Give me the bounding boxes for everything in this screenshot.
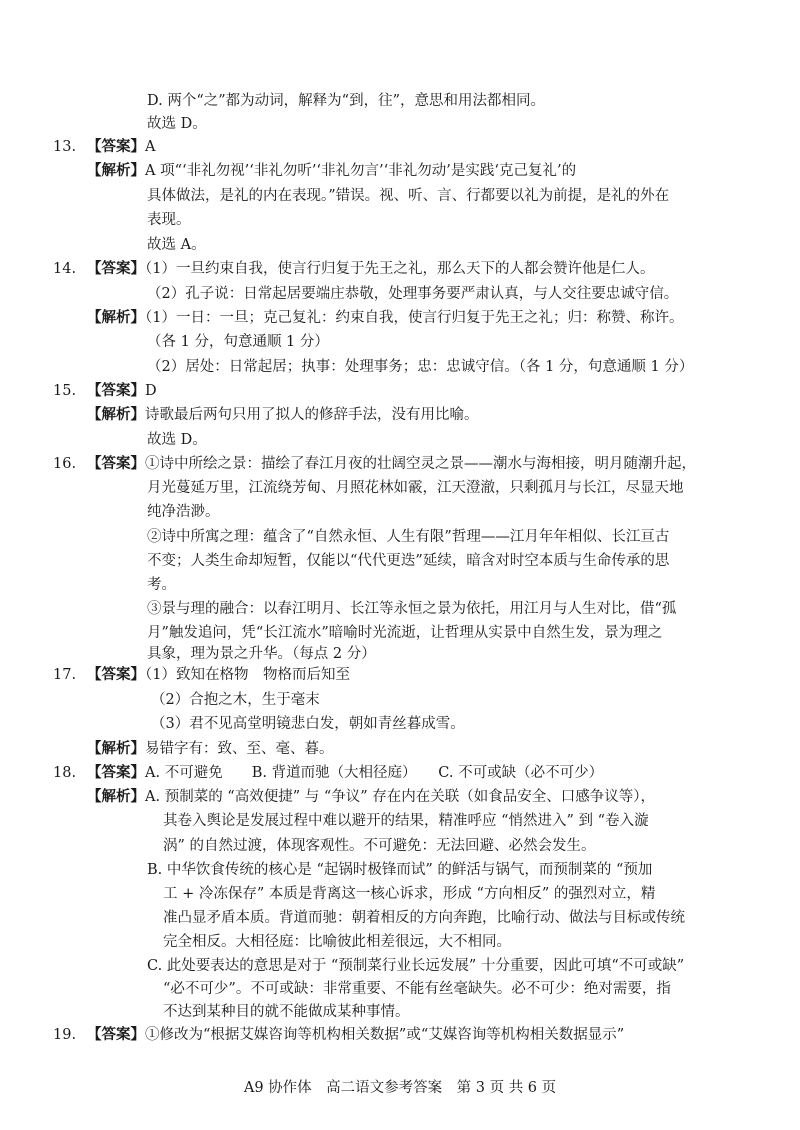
text-line: “必不可少”。不可或缺：非常重要、不能有丝毫缺失。必不可少：绝对需要，指 (163, 981, 671, 997)
answer-line: 【答案】（1）致知在格物 物格而后知至 (87, 666, 350, 683)
analysis-line: 【解析】易错字有：致、至、毫、暮。 (87, 740, 334, 757)
answer-line: 【答案】①修改为“根据艾媒咨询等机构相关数据”或“艾媒咨询等机构相关数据显示” (87, 1026, 625, 1043)
label-tag: 【答案】 (87, 260, 145, 277)
label-tag: 【解析】 (87, 788, 145, 805)
text-line: （2）孔子说：日常起居要端庄恭敬，处理事务要严肃认真，与人交往要忠诚守信。 (147, 286, 679, 302)
text-line: D. 两个“之”都为动词，解释为“到，往”，意思和用法都相同。 (147, 93, 545, 109)
label-tag: 【解析】 (87, 309, 145, 326)
answer-line: 【答案】A. 不可避免 B. 背道而驰（大相径庭） C. 不可或缺（必不可少） (87, 764, 604, 781)
question-number-16: 16. (53, 456, 77, 472)
text-line: 故选 A。 (147, 237, 206, 253)
analysis-line: 【解析】诗歌最后两句只用了拟人的修辞手法，没有用比喻。 (87, 406, 479, 423)
text-line: 月”触发追问，凭“长江流水”暗喻时光流逝，让哲理从实景中自然生发，景为理之 (147, 625, 663, 641)
text-line: （2）合抱之木，生于毫末 (151, 692, 320, 708)
label-tag: 【答案】 (87, 382, 145, 399)
question-number-17: 17. (53, 667, 77, 683)
label-tag: 【答案】 (87, 764, 145, 781)
text-line: 不达到某种目的就不能做成某种事情。 (163, 1004, 410, 1020)
text-line: （3）君不见高堂明镜悲白发，朝如青丝暮成雪。 (151, 716, 465, 732)
text-line: B. 中华饮食传统的核心是 “起锅时极锋而试” 的鲜活与锅气，而预制菜的 “预加 (147, 862, 653, 878)
question-number-19: 19. (53, 1027, 77, 1043)
text-line: ③景与理的融合：以春江明月、长江等永恒之景为依托，用江月与人生对比，借“孤 (147, 601, 677, 617)
label-tag: 【答案】 (87, 138, 145, 155)
label-tag: 【解析】 (87, 406, 145, 423)
answer-line: 【答案】（1）一旦约束自我，使言行归复于先王之礼，那么天下的人都会赞许他是仁人。 (87, 260, 655, 277)
text-line: 准凸显矛盾本质。背道而驰：朝着相反的方向奔跑，比喻行动、做法与目标或传统 (163, 910, 685, 926)
text-line: 涡” 的自然过渡，体现客观性。不可避免：无法回避、必然会发生。 (163, 838, 596, 854)
text-line: 具体做法，是礼的内在表现。”错误。视、听、言、行都要以礼为前提，是礼的外在 (147, 188, 670, 204)
question-number-18: 18. (53, 765, 77, 781)
text-line: 完全相反。大相径庭：比喻彼此相差很远，大不相同。 (163, 934, 511, 950)
label-tag: 【解析】 (87, 162, 145, 179)
label-tag: 【解析】 (87, 740, 145, 757)
text-line: 其卷入舆论是发展过程中难以避开的结果，精准呼应 “悄然进入” 到 “卷入漩 (163, 813, 649, 829)
question-number-15: 15. (53, 383, 77, 399)
text-line: 故选 D。 (147, 432, 207, 448)
analysis-line: 【解析】A. 预制菜的 “高效便捷” 与 “争议” 存在内在关联（如食品安全、口感争议等）， (87, 788, 656, 805)
question-number-13: 13. (53, 139, 77, 155)
answer-line: 【答案】①诗中所绘之景：描绘了春江月夜的壮阔空灵之景——潮水与海相接，明月随潮升起， (87, 455, 696, 472)
text-line: 具象，理为景之升华。（每点 2 分） (147, 646, 376, 662)
text-line: 月光蔓延万里，江流绕芳甸、月照花林如霰，江天澄澈，只剩孤月与长江，尽显天地 (147, 480, 684, 496)
text-line: 工 + 冷冻保存” 本质是背离这一核心诉求，形成 “方向相反” 的强烈对立，精 (163, 886, 656, 902)
text-line: 考。 (147, 577, 176, 593)
text-line: ②诗中所寓之理：蕴含了“自然永恒、人生有限”哲理——江月年年相似、长江亘古 (147, 529, 670, 545)
text-line: 表现。 (147, 212, 191, 228)
answer-line: 【答案】D (87, 382, 157, 399)
label-tag: 【答案】 (87, 666, 145, 683)
analysis-line: 【解析】A 项“‘非礼勿视’‘非礼勿听’‘非礼勿言’‘非礼勿动’是实践‘克己复礼’的 (87, 162, 577, 179)
answer-line: 【答案】A (87, 138, 156, 155)
page-footer: A9 协作体 高二语文参考答案 第 3 页 共 6 页 (243, 1080, 557, 1096)
text-line: （2）居处：日常起居；执事：处理事务；忠：忠诚守信。（各 1 分，句意通顺 1 分） (147, 359, 694, 375)
text-line: 故选 D。 (147, 116, 207, 132)
label-tag: 【答案】 (87, 1026, 145, 1043)
text-line: C. 此处要表达的意思是对于 “预制菜行业长远发展” 十分重要，因此可填“不可或缺” (147, 958, 685, 974)
text-line: 不变；人类生命却短暂，仅能以“代代更迭”延续，暗含对时空本质与生命传承的思 (147, 553, 670, 569)
analysis-line: 【解析】（1）一日：一旦；克己复礼：约束自我，使言行归复于先王之礼；归：称赞、称许。 (87, 309, 684, 326)
question-number-14: 14. (53, 261, 77, 277)
text-line: 纯净浩渺。 (147, 504, 220, 520)
text-line: （各 1 分，句意通顺 1 分） (147, 334, 329, 350)
label-tag: 【答案】 (87, 455, 145, 472)
